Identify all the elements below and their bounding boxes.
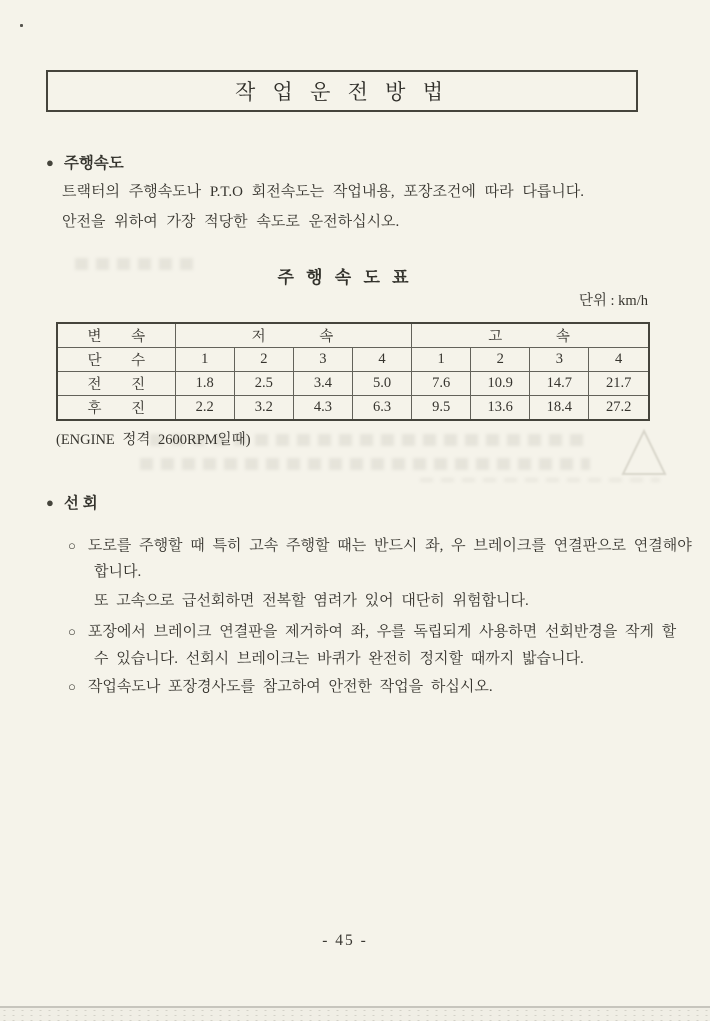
table-row-reverse (57, 396, 649, 421)
circle-bullet-icon: ○ (68, 538, 76, 553)
section-heading-travel-speed (46, 151, 124, 173)
item-text: 도로를 주행할 때 특히 고속 주행할 때는 반드시 좌, 우 브레이크를 연결판으로 연결해야 (87, 538, 692, 554)
table-row-forward (57, 372, 649, 396)
speed-value-cell: 4.3 (293, 396, 352, 421)
header-gear-cell: 변 속 (57, 323, 175, 348)
paragraph-line: 안전을 위하여 가장 적당한 속도로 운전하십시오. (62, 214, 400, 230)
unit-label: 단위 : km/h (578, 293, 648, 309)
speed-value-cell: 6.3 (352, 396, 411, 421)
speed-value-cell: 2.2 (175, 396, 234, 421)
stage-number-cell: 3 (293, 348, 352, 372)
speed-value-cell: 7.6 (412, 372, 471, 396)
row-label-forward: 전 진 (57, 372, 175, 396)
speed-value-cell: 10.9 (471, 372, 530, 396)
speed-table (56, 322, 650, 421)
table-row-header-range (57, 323, 649, 348)
speed-value-cell: 9.5 (412, 396, 471, 421)
turning-item-1-line-3: 또 고속으로 급선회하면 전복할 염려가 있어 대단히 위험합니다. (94, 593, 529, 609)
bleed-warning-triangle-icon (620, 428, 668, 478)
stage-number-cell: 4 (589, 348, 649, 372)
turning-item-2-line-1 (68, 620, 676, 641)
circle-bullet-icon: ○ (68, 624, 76, 639)
speed-value-cell: 14.7 (530, 372, 589, 396)
page-number: - 45 - (322, 932, 368, 949)
stage-number-cell: 4 (352, 348, 411, 372)
stage-number-cell: 1 (412, 348, 471, 372)
stage-number-cell: 3 (530, 348, 589, 372)
bleed-through-artifact (420, 478, 660, 482)
speed-value-cell: 1.8 (175, 372, 234, 396)
table-row-header-stage (57, 348, 649, 372)
speed-value-cell: 3.2 (234, 396, 293, 421)
table-title: 주 행 속 도 표 (277, 268, 413, 287)
item-text: 작업속도나 포장경사도를 참고하여 안전한 작업을 하십시오. (87, 679, 493, 695)
scan-edge-noise (0, 1008, 710, 1021)
speed-value-cell: 18.4 (530, 396, 589, 421)
turning-item-3-line-1 (68, 675, 493, 696)
turning-item-1-line-1 (68, 534, 692, 555)
circle-bullet-icon: ○ (68, 679, 76, 694)
section-heading-turning (46, 491, 98, 513)
speed-value-cell: 3.4 (293, 372, 352, 396)
header-high-speed-cell: 고 속 (412, 323, 649, 348)
speed-value-cell: 21.7 (589, 372, 649, 396)
speed-value-cell: 5.0 (352, 372, 411, 396)
stage-number-cell: 2 (471, 348, 530, 372)
bullet-icon: ● (46, 155, 54, 170)
engine-rating-note: (ENGINE 정격 2600RPM일때) (56, 432, 251, 448)
item-text: 포장에서 브레이크 연결판을 제거하여 좌, 우를 독립되게 사용하면 선회반경을 작게 할 (87, 624, 677, 640)
stage-number-cell: 2 (234, 348, 293, 372)
row-label-reverse: 후 진 (57, 396, 175, 421)
bleed-through-artifact (140, 458, 590, 470)
section-heading-label: 선 회 (63, 495, 98, 512)
page-title-box (46, 70, 638, 112)
paragraph-line: 트랙터의 주행속도나 P.T.O 회전속도는 작업내용, 포장조건에 따라 다릅니다. (62, 184, 585, 200)
speed-value-cell: 13.6 (471, 396, 530, 421)
scan-speck (20, 24, 23, 27)
header-stage-cell: 단 수 (57, 348, 175, 372)
bullet-icon: ● (46, 495, 54, 510)
turning-item-1-line-2: 합니다. (94, 564, 142, 580)
section-heading-label: 주행속도 (63, 155, 124, 172)
speed-value-cell: 2.5 (234, 372, 293, 396)
stage-number-cell: 1 (175, 348, 234, 372)
turning-item-2-line-2: 수 있습니다. 선회시 브레이크는 바퀴가 완전히 정지할 때까지 밟습니다. (94, 651, 584, 667)
header-low-speed-cell: 저 속 (175, 323, 411, 348)
page-title: 작 업 운 전 방 법 (235, 80, 449, 104)
speed-value-cell: 27.2 (589, 396, 649, 421)
